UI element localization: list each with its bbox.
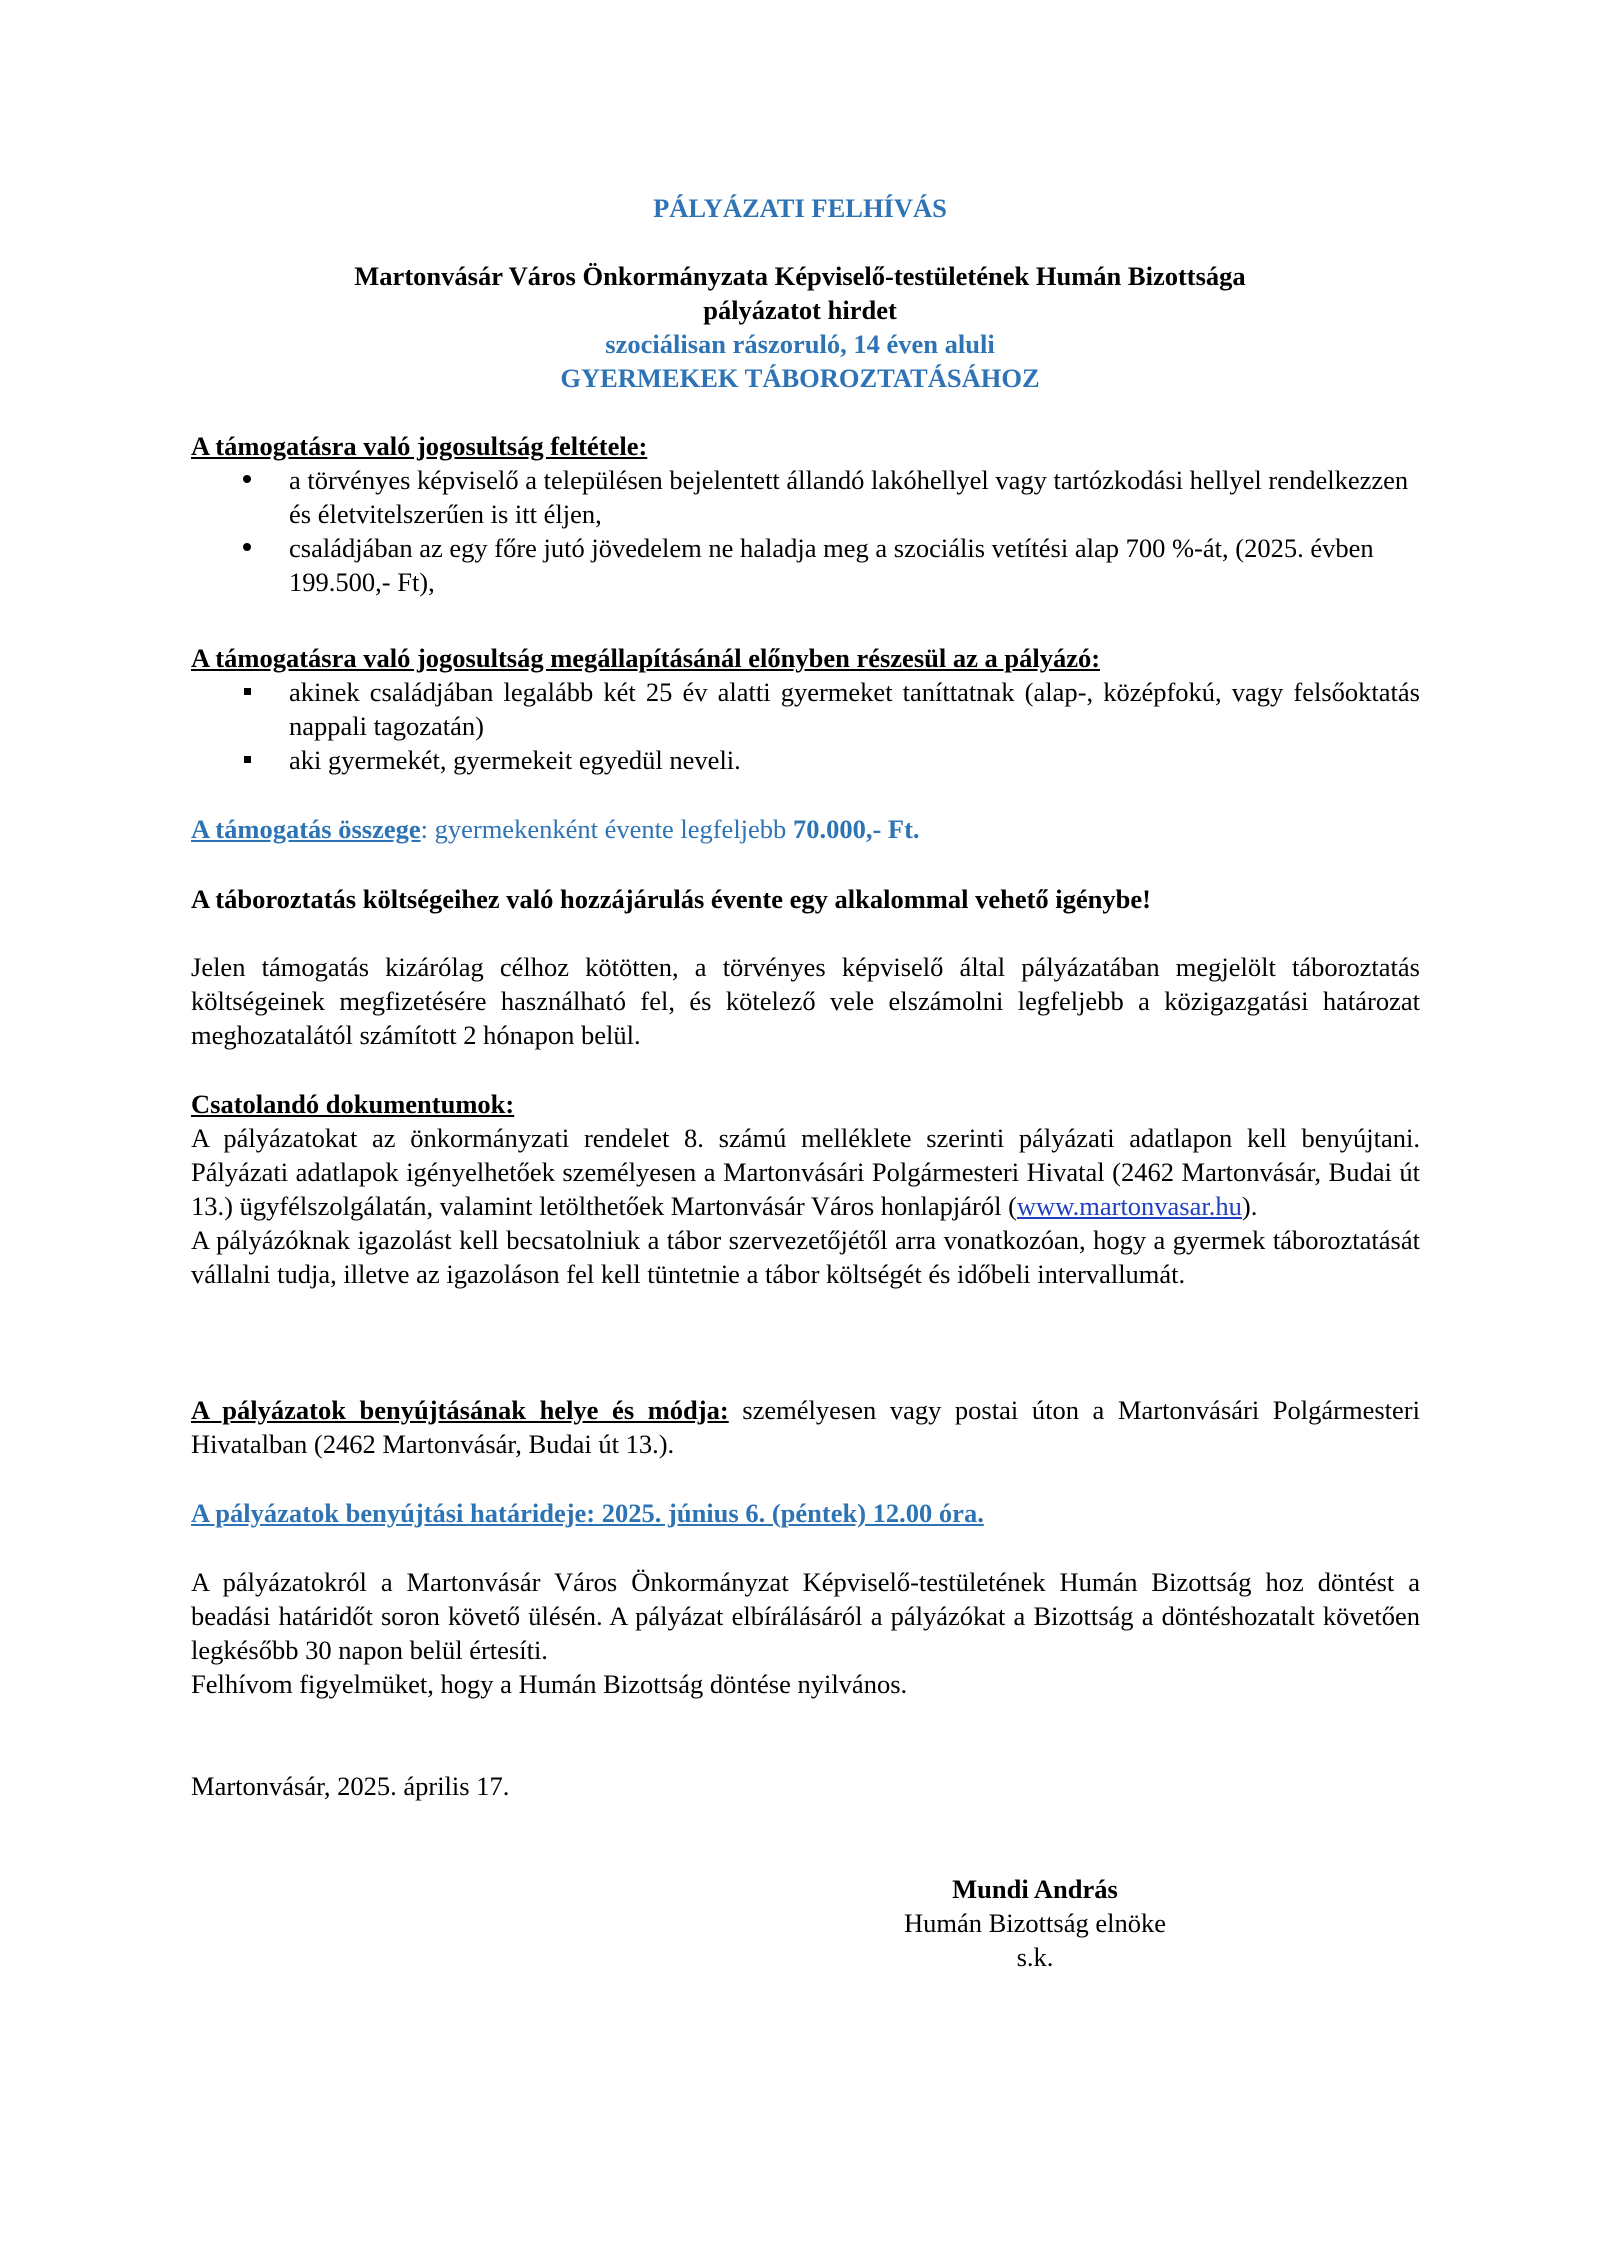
eligibility-section xyxy=(191,429,1420,599)
bullet-dot-icon xyxy=(243,475,251,483)
priority-section xyxy=(191,641,1420,777)
decision-paragraph: A pályázatokról a Martonvásár Város Önkormányzat Képviselő-testületének Humán Bizottság hoz döntést a beadási határidőt soron követő ülésén. A pályázat elbírálásáról a pályázókat a Bizottság a döntéshozatalt követően legkésőbb 30 napon belül értesíti. xyxy=(191,1567,1420,1665)
amount-value: 70.000,- Ft. xyxy=(792,814,920,844)
list-item: a törvényes képviselő a településen bejelentett állandó lakóhellyel vagy tartózkodási hellyel rendelkezzen és életvitelszerűen is itt éljen, xyxy=(191,463,1420,531)
priority-list xyxy=(191,675,1420,777)
document-title: PÁLYÁZATI FELHÍVÁS xyxy=(653,193,947,223)
eligibility-list xyxy=(191,463,1420,599)
public-note: Felhívom figyelmüket, hogy a Humán Bizottság döntése nyilvános. xyxy=(191,1669,908,1699)
bullet-dot-icon xyxy=(243,543,251,551)
purpose-paragraph: Jelen támogatás kizárólag célhoz kötötten, a törvényes képviselő által pályázatában megjelölt táboroztatás költségeinek megfizetésére használható fel, és kötelező vele elszámolni legfeljebb a közigazgatási határozat meghozatalától számított 2 hónapon belül. xyxy=(191,952,1420,1050)
place-date: Martonvásár, 2025. április 17. xyxy=(191,1771,510,1801)
bullet-square-icon xyxy=(244,688,251,695)
amount-label: A támogatás összege xyxy=(191,814,421,844)
list-item: akinek családjában legalább két 25 év alatti gyermeket taníttatnak (alap-, középfokú, vagy felsőoktatás nappali tagozatán) xyxy=(191,675,1420,743)
once-note: A táboroztatás költségeihez való hozzájárulás évente egy alkalommal vehető igénybe! xyxy=(191,884,1151,914)
documents-heading: Csatolandó dokumentumok: xyxy=(191,1089,515,1119)
priority-heading: A támogatásra való jogosultság megállapításánál előnyben részesül az a pályázó: xyxy=(191,643,1101,673)
signer-name: Mundi András xyxy=(952,1874,1118,1904)
list-item: családjában az egy főre jutó jövedelem ne haladja meg a szociális vetítési alap 700 %-át, (2025. évben 199.500,- Ft), xyxy=(191,531,1420,599)
amount-line xyxy=(191,812,1420,846)
submission-text: személyesen vagy postai úton a Martonvásári Polgármesteri Hivatalban (2462 Martonvásár, Budai út 13.). xyxy=(191,1395,1420,1459)
signer-role: Humán Bizottság elnöke xyxy=(904,1908,1166,1938)
submission-heading: A pályázatok benyújtásának helye és módja: xyxy=(191,1395,729,1425)
eligibility-heading: A támogatásra való jogosultság feltétele: xyxy=(191,431,648,461)
signed-mark: s.k. xyxy=(1016,1942,1054,1972)
bullet-square-icon xyxy=(244,756,251,763)
list-item: aki gyermekét, gyermekeit egyedül neveli. xyxy=(191,743,1420,777)
amount-text: : gyermekenként évente legfeljebb xyxy=(420,814,793,844)
topic-line: GYERMEKEK TÁBOROZTATÁSÁHOZ xyxy=(560,363,1040,393)
issuer-line: Martonvásár Város Önkormányzata Képviselő-testületének Humán Bizottsága xyxy=(354,261,1246,291)
signature-block xyxy=(870,1872,1200,1974)
decision-section xyxy=(191,1565,1420,1701)
documents-paragraph: A pályázatokat az önkormányzati rendelet 8. számú melléklete szerinti pályázati adatlapon kell benyújtani. Pályázati adatlapok igényelhetőek személyesen a Martonvásári Polgármesteri Hivatal (2462 Martonvásár, Budai út 13.) ügyfélszolgálatán, valamint letölthetőek Martonvásár Város honlapjáról (www.martonvasar.hu). xyxy=(191,1123,1420,1221)
deadline-line: A pályázatok benyújtási határideje: 2025. június 6. (péntek) 12.00 óra. xyxy=(191,1498,984,1528)
header-block xyxy=(0,259,1600,395)
announce-line: pályázatot hirdet xyxy=(703,295,897,325)
submission-section xyxy=(191,1393,1420,1461)
certificate-paragraph: A pályázóknak igazolást kell becsatolniuk a tábor szervezetőjétől arra vonatkozóan, hogy a gyermek táboroztatását vállalni tudja, illetve az igazoláson fel kell tüntetnie a tábor költségét és időbeli intervallumát. xyxy=(191,1225,1420,1289)
website-link[interactable]: www.martonvasar.hu xyxy=(1016,1191,1242,1221)
documents-section xyxy=(191,1087,1420,1291)
target-line: szociálisan rászoruló, 14 éven aluli xyxy=(605,329,995,359)
